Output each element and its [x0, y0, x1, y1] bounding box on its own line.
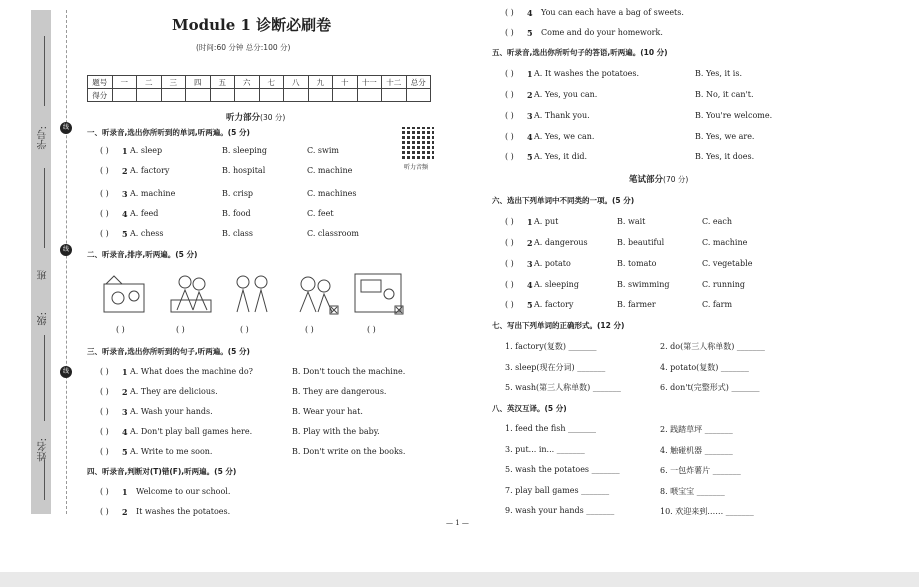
- section-4-item-text: Come and do your homework.: [541, 28, 663, 37]
- section-3-item-answer-blank[interactable]: ( ): [100, 447, 109, 456]
- name-label: 姓名:: [38, 438, 49, 462]
- qr-code-icon[interactable]: [402, 127, 434, 159]
- score-cell: 七: [259, 76, 284, 89]
- section-5-item-number: 1: [527, 69, 533, 79]
- class-line: [44, 168, 45, 248]
- section-4-item-answer-blank[interactable]: ( ): [100, 507, 109, 516]
- class-line-lower: [44, 335, 45, 421]
- viewer-bottom-bar: [0, 572, 919, 587]
- page-number: — 1 —: [446, 519, 469, 527]
- section-3-item-option-a[interactable]: A. Wash your hands.: [130, 407, 213, 416]
- section-5-item-number: 2: [527, 90, 533, 100]
- section-6-item-number: 2: [527, 238, 533, 248]
- score-cell: [259, 89, 284, 102]
- picture-1-factory-icon: [100, 270, 152, 316]
- section-6-item-option-b[interactable]: B. tomato: [617, 259, 657, 268]
- section-8-item[interactable]: 10. 欢迎来到…… _______: [660, 507, 754, 516]
- section-6-item-answer-blank[interactable]: ( ): [505, 280, 514, 289]
- section-8-item[interactable]: 8. 喂宝宝 _______: [660, 487, 725, 496]
- section-6-item-option-a[interactable]: A. dangerous: [534, 238, 588, 247]
- section-3-item-answer-blank[interactable]: ( ): [100, 387, 109, 396]
- section-7-item[interactable]: 5. wash(第三人称单数) _______: [505, 383, 621, 392]
- score-table-score-row: [88, 89, 431, 102]
- section-1-item-answer-blank[interactable]: ( ): [100, 189, 109, 198]
- picture-3-kids-icon: [227, 270, 279, 316]
- section-5-item-option-b[interactable]: B. You're welcome.: [695, 111, 773, 120]
- picture-2-children-icon: [165, 270, 217, 316]
- section-4-item-text: You can each have a bag of sweets.: [541, 8, 684, 17]
- section-5-item-option-a[interactable]: A. It washes the potatoes.: [534, 69, 640, 78]
- section-6-item-option-b[interactable]: B. swimming: [617, 280, 670, 289]
- cut-line: [66, 10, 67, 514]
- section-1-item-number: 3: [122, 189, 128, 199]
- section-1-item-answer-blank[interactable]: ( ): [100, 209, 109, 218]
- section-5-title: 五、听录音,选出你所听句子的答语,听两遍。(10 分): [492, 48, 668, 57]
- section-4-item-answer-blank[interactable]: ( ): [505, 8, 514, 17]
- score-cell: [333, 89, 358, 102]
- section-5-item-option-a[interactable]: A. Yes, it did.: [534, 152, 588, 161]
- section-1-item-option-a[interactable]: A. chess: [130, 229, 164, 238]
- section-5-item-answer-blank[interactable]: ( ): [505, 69, 514, 78]
- score-cell: 五: [210, 76, 235, 89]
- score-cell: 总分: [406, 76, 431, 89]
- student-number-label: 学号:: [38, 126, 49, 150]
- section-4-title: 四、听录音,判断对(T)错(F),听两遍。(5 分): [87, 467, 237, 476]
- order-blank-4[interactable]: ( ): [305, 325, 314, 334]
- score-cell: [308, 89, 333, 102]
- section-5-item-number: 5: [527, 152, 533, 162]
- score-table-header-row: [88, 76, 431, 89]
- score-cell: [382, 89, 407, 102]
- section-6-item-option-a[interactable]: A. sleeping: [534, 280, 579, 289]
- score-cell: 十一: [357, 76, 382, 89]
- score-cell: [406, 89, 431, 102]
- section-7-title: 七、写出下列单词的正确形式。(12 分): [492, 321, 625, 330]
- section-8-item[interactable]: 1. feed the fish _______: [505, 424, 597, 433]
- score-cell: 四: [186, 76, 211, 89]
- section-3-item-answer-blank[interactable]: ( ): [100, 407, 109, 416]
- section-6-item-number: 4: [527, 280, 533, 290]
- section-6-item-option-a[interactable]: A. put: [534, 217, 559, 226]
- score-cell: 六: [235, 76, 260, 89]
- section-5-item-answer-blank[interactable]: ( ): [505, 111, 514, 120]
- section-3-item-answer-blank[interactable]: ( ): [100, 427, 109, 436]
- order-blank-1[interactable]: ( ): [116, 325, 125, 334]
- score-cell: 十: [333, 76, 358, 89]
- page-subtitle: (时间:60 分钟 总分:100 分): [196, 43, 291, 52]
- section-8-item[interactable]: 3. put... in... _______: [505, 445, 585, 454]
- section-6-item-option-c[interactable]: C. vegetable: [702, 259, 753, 268]
- section-6-item-option-c[interactable]: C. machine: [702, 238, 748, 247]
- section-7-item[interactable]: 1. factory(复数) _______: [505, 342, 597, 351]
- section-8-item[interactable]: 4. 触碰机器 _______: [660, 446, 733, 455]
- section-1-item-option-c[interactable]: C. feet: [307, 209, 334, 218]
- section-5-item-option-a[interactable]: A. Thank you.: [534, 111, 590, 120]
- section-1-item-number: 2: [122, 166, 128, 176]
- section-1-item-answer-blank[interactable]: ( ): [100, 229, 109, 238]
- section-3-item-number: 3: [122, 407, 128, 417]
- section-1-item-number: 5: [122, 229, 128, 239]
- order-blank-2[interactable]: ( ): [176, 325, 185, 334]
- name-line: [44, 460, 45, 500]
- section-1-item-option-a[interactable]: A. feed: [130, 209, 159, 218]
- section-3-item-answer-blank[interactable]: ( ): [100, 367, 109, 376]
- picture-4-kids-icon: [290, 270, 342, 316]
- class-label-a: 班: [38, 270, 49, 280]
- section-1-item-number: 4: [122, 209, 128, 219]
- section-4-item-number: 5: [527, 28, 533, 38]
- binding-dot-3: 线: [60, 366, 72, 378]
- section-1-item-option-c[interactable]: C. machine: [307, 166, 353, 175]
- section-1-item-option-c[interactable]: C. machines: [307, 189, 357, 198]
- section-5-item-option-a[interactable]: A. Yes, you can.: [534, 90, 598, 99]
- section-5-item-option-b[interactable]: B. Yes, it does.: [695, 152, 755, 161]
- page-title: Module 1 诊断必刷卷: [172, 16, 332, 34]
- section-5-item-number: 4: [527, 132, 533, 142]
- section-3-item-option-b[interactable]: B. Don't write on the books.: [292, 447, 406, 456]
- section-8-item[interactable]: 9. wash your hands _______: [505, 506, 615, 515]
- section-1-item-option-a[interactable]: A. machine: [130, 189, 176, 198]
- section-6-item-option-a[interactable]: A. factory: [534, 300, 574, 309]
- section-1-item-option-b[interactable]: B. sleeping: [222, 146, 268, 155]
- section-3-item-option-a[interactable]: A. They are delicious.: [130, 387, 218, 396]
- section-6-item-option-b[interactable]: B. farmer: [617, 300, 656, 309]
- section-3-item-option-a[interactable]: A. Don't play ball games here.: [130, 427, 253, 436]
- section-7-item[interactable]: 2. do(第三人称单数) _______: [660, 342, 765, 351]
- score-cell: [161, 89, 186, 102]
- section-5-item-option-b[interactable]: B. No, it can't.: [695, 90, 754, 99]
- order-blank-5[interactable]: ( ): [367, 325, 376, 334]
- section-6-item-option-b[interactable]: B. wait: [617, 217, 646, 226]
- section-1-item-option-a[interactable]: A. factory: [130, 166, 170, 175]
- section-1-item-option-b[interactable]: B. food: [222, 209, 251, 218]
- score-cell: 得分: [88, 89, 113, 102]
- written-part-title: 笔试部分(70 分): [629, 175, 689, 185]
- score-table: [87, 75, 431, 102]
- section-3-item-number: 1: [122, 367, 128, 377]
- section-6-item-option-a[interactable]: A. potato: [534, 259, 571, 268]
- section-6-item-option-c[interactable]: C. farm: [702, 300, 733, 309]
- section-7-item[interactable]: 6. don't(完整形式) _______: [660, 383, 760, 392]
- section-4-item-number: 1: [122, 487, 128, 497]
- section-5-item-option-b[interactable]: B. Yes, we are.: [695, 132, 755, 141]
- section-3-item-option-a[interactable]: A. What does the machine do?: [130, 367, 253, 376]
- section-3-item-number: 5: [122, 447, 128, 457]
- section-3-item-option-b[interactable]: B. They are dangerous.: [292, 387, 387, 396]
- score-cell: [284, 89, 309, 102]
- score-cell: 一: [112, 76, 137, 89]
- section-1-item-number: 1: [122, 146, 128, 156]
- score-cell: [357, 89, 382, 102]
- section-6-item-number: 5: [527, 300, 533, 310]
- section-4-item-number: 2: [122, 507, 128, 517]
- section-6-item-answer-blank[interactable]: ( ): [505, 238, 514, 247]
- section-4-item-text: It washes the potatoes.: [136, 507, 231, 516]
- class-label-b: 级:: [38, 312, 49, 326]
- section-1-item-answer-blank[interactable]: ( ): [100, 166, 109, 175]
- score-cell: [186, 89, 211, 102]
- section-1-item-option-b[interactable]: B. hospital: [222, 166, 266, 175]
- section-6-item-option-c[interactable]: C. each: [702, 217, 733, 226]
- section-1-item-option-b[interactable]: B. class: [222, 229, 253, 238]
- section-8-title: 八、英汉互译。(5 分): [492, 404, 567, 413]
- section-1-item-option-b[interactable]: B. crisp: [222, 189, 254, 198]
- section-8-item[interactable]: 7. play ball games _______: [505, 486, 610, 495]
- section-3-item-option-a[interactable]: A. Write to me soon.: [130, 447, 213, 456]
- listening-part-title: 听力部分(30 分): [226, 113, 286, 123]
- section-6-item-number: 1: [527, 217, 533, 227]
- section-5-item-option-a[interactable]: A. Yes, we can.: [534, 132, 595, 141]
- binding-dot-2: 线: [60, 244, 72, 256]
- score-cell: [137, 89, 162, 102]
- section-8-item[interactable]: 2. 践踏草坪 _______: [660, 425, 733, 434]
- section-7-item[interactable]: 4. potato(复数) _______: [660, 363, 749, 372]
- section-3-item-option-b[interactable]: B. Don't touch the machine.: [292, 367, 406, 376]
- section-3-item-number: 2: [122, 387, 128, 397]
- score-cell: [235, 89, 260, 102]
- section-3-item-option-b[interactable]: B. Play with the baby.: [292, 427, 380, 436]
- section-5-item-option-b[interactable]: B. Yes, it is.: [695, 69, 742, 78]
- section-5-item-answer-blank[interactable]: ( ): [505, 152, 514, 161]
- binding-dot-1: 线: [60, 122, 72, 134]
- student-number-line: [44, 36, 45, 106]
- section-6-item-option-b[interactable]: B. beautiful: [617, 238, 665, 247]
- section-1-item-option-c[interactable]: C. classroom: [307, 229, 359, 238]
- section-4-item-text: Welcome to our school.: [136, 487, 231, 496]
- section-3-item-option-b[interactable]: B. Wear your hat.: [292, 407, 363, 416]
- section-3-title: 三、听录音,选出你所听到的句子,听两遍。(5 分): [87, 347, 250, 356]
- section-5-item-number: 3: [527, 111, 533, 121]
- picture-5-classroom-icon: [353, 270, 405, 316]
- section-1-title: 一、听录音,选出你所听到的单词,听两遍。(5 分): [87, 128, 250, 137]
- section-1-item-answer-blank[interactable]: ( ): [100, 146, 109, 155]
- score-cell: 题号: [88, 76, 113, 89]
- section-6-title: 六、选出下列单词中不同类的一项。(5 分): [492, 196, 635, 205]
- section-5-item-answer-blank[interactable]: ( ): [505, 132, 514, 141]
- score-cell: 九: [308, 76, 333, 89]
- section-6-item-answer-blank[interactable]: ( ): [505, 259, 514, 268]
- score-cell: [210, 89, 235, 102]
- section-1-item-option-c[interactable]: C. swim: [307, 146, 340, 155]
- section-6-item-option-c[interactable]: C. running: [702, 280, 746, 289]
- section-4-item-number: 4: [527, 8, 533, 18]
- score-cell: 三: [161, 76, 186, 89]
- section-6-item-number: 3: [527, 259, 533, 269]
- section-6-item-answer-blank[interactable]: ( ): [505, 300, 514, 309]
- section-5-item-answer-blank[interactable]: ( ): [505, 90, 514, 99]
- section-8-item[interactable]: 5. wash the potatoes _______: [505, 465, 620, 474]
- section-8-item[interactable]: 6. 一包炸薯片 _______: [660, 466, 741, 475]
- section-6-item-answer-blank[interactable]: ( ): [505, 217, 514, 226]
- section-3-item-number: 4: [122, 427, 128, 437]
- section-1-item-option-a[interactable]: A. sleep: [130, 146, 163, 155]
- score-cell: 二: [137, 76, 162, 89]
- score-cell: [112, 89, 137, 102]
- qr-caption: 听力音频: [404, 164, 429, 171]
- section-4-item-answer-blank[interactable]: ( ): [100, 487, 109, 496]
- score-cell: 八: [284, 76, 309, 89]
- section-4-item-answer-blank[interactable]: ( ): [505, 28, 514, 37]
- score-cell: 十二: [382, 76, 407, 89]
- section-2-title: 二、听录音,排序,听两遍。(5 分): [87, 250, 198, 259]
- order-blank-3[interactable]: ( ): [240, 325, 249, 334]
- section-7-item[interactable]: 3. sleep(现在分词) _______: [505, 363, 606, 372]
